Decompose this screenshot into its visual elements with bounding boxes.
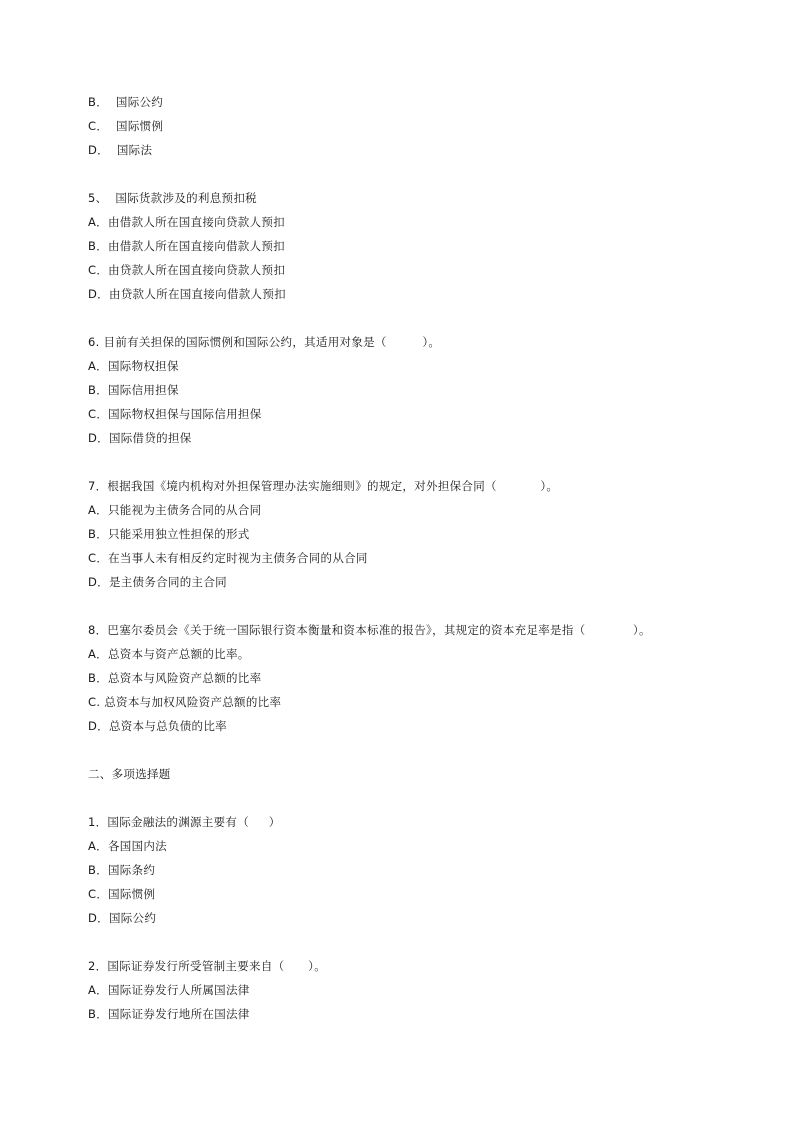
option-c: C．在当事人未有相反约定时视为主债务合同的从合同: [88, 551, 368, 565]
option-d: D．国际公约: [88, 911, 157, 925]
question-2: 2．国际证券发行所受管制主要来自（ ）。: [88, 959, 326, 973]
option-c: C． 国际惯例: [88, 119, 164, 133]
question-7: 7．根据我国《境内机构对外担保管理办法实施细则》的规定，对外担保合同（ ）。: [88, 479, 559, 493]
section-heading: 二、多项选择题: [88, 767, 171, 781]
option-a: A．国际物权担保: [88, 359, 179, 373]
option-d: D．总资本与总负债的比率: [88, 719, 227, 733]
option-b: B． 国际公约: [88, 95, 164, 109]
option-a: A．国际证券发行人所属国法律: [88, 983, 250, 997]
option-b: B．国际信用担保: [88, 383, 179, 397]
option-d: D． 国际法: [88, 143, 153, 157]
option-c: C. 总资本与加权风险资产总额的比率: [88, 695, 282, 709]
option-b: B．国际证券发行地所在国法律: [88, 1007, 250, 1021]
question-8: 8．巴塞尔委员会《关于统一国际银行资本衡量和资本标准的报告》，其规定的资本充足率是指（ ）。: [88, 623, 651, 637]
option-a: A．只能视为主债务合同的从合同: [88, 503, 262, 517]
option-a: A．由借款人所在国直接向贷款人预扣: [88, 215, 285, 229]
option-b: B．国际条约: [88, 863, 156, 877]
option-c: C．国际物权担保与国际信用担保: [88, 407, 262, 421]
option-d: D．由贷款人所在国直接向借款人预扣: [88, 287, 286, 301]
option-b: B．由借款人所在国直接向借款人预扣: [88, 239, 285, 253]
question-6: 6. 目前有关担保的国际惯例和国际公约，其适用对象是（ ）。: [88, 335, 441, 349]
option-a: A．各国国内法: [88, 839, 167, 853]
option-d: D．是主债务合同的主合同: [88, 575, 227, 589]
option-a: A．总资本与资产总额的比率。: [88, 647, 250, 661]
question-1: 1．国际金融法的渊源主要有（ ）: [88, 815, 281, 829]
option-b: B．总资本与风险资产总额的比率: [88, 671, 262, 685]
option-d: D．国际借贷的担保: [88, 431, 192, 445]
option-c: C．国际惯例: [88, 887, 156, 901]
option-c: C．由贷款人所在国直接向贷款人预扣: [88, 263, 286, 277]
question-5: 5、 国际货款涉及的利息预扣税: [88, 191, 257, 205]
option-b: B．只能采用独立性担保的形式: [88, 527, 250, 541]
